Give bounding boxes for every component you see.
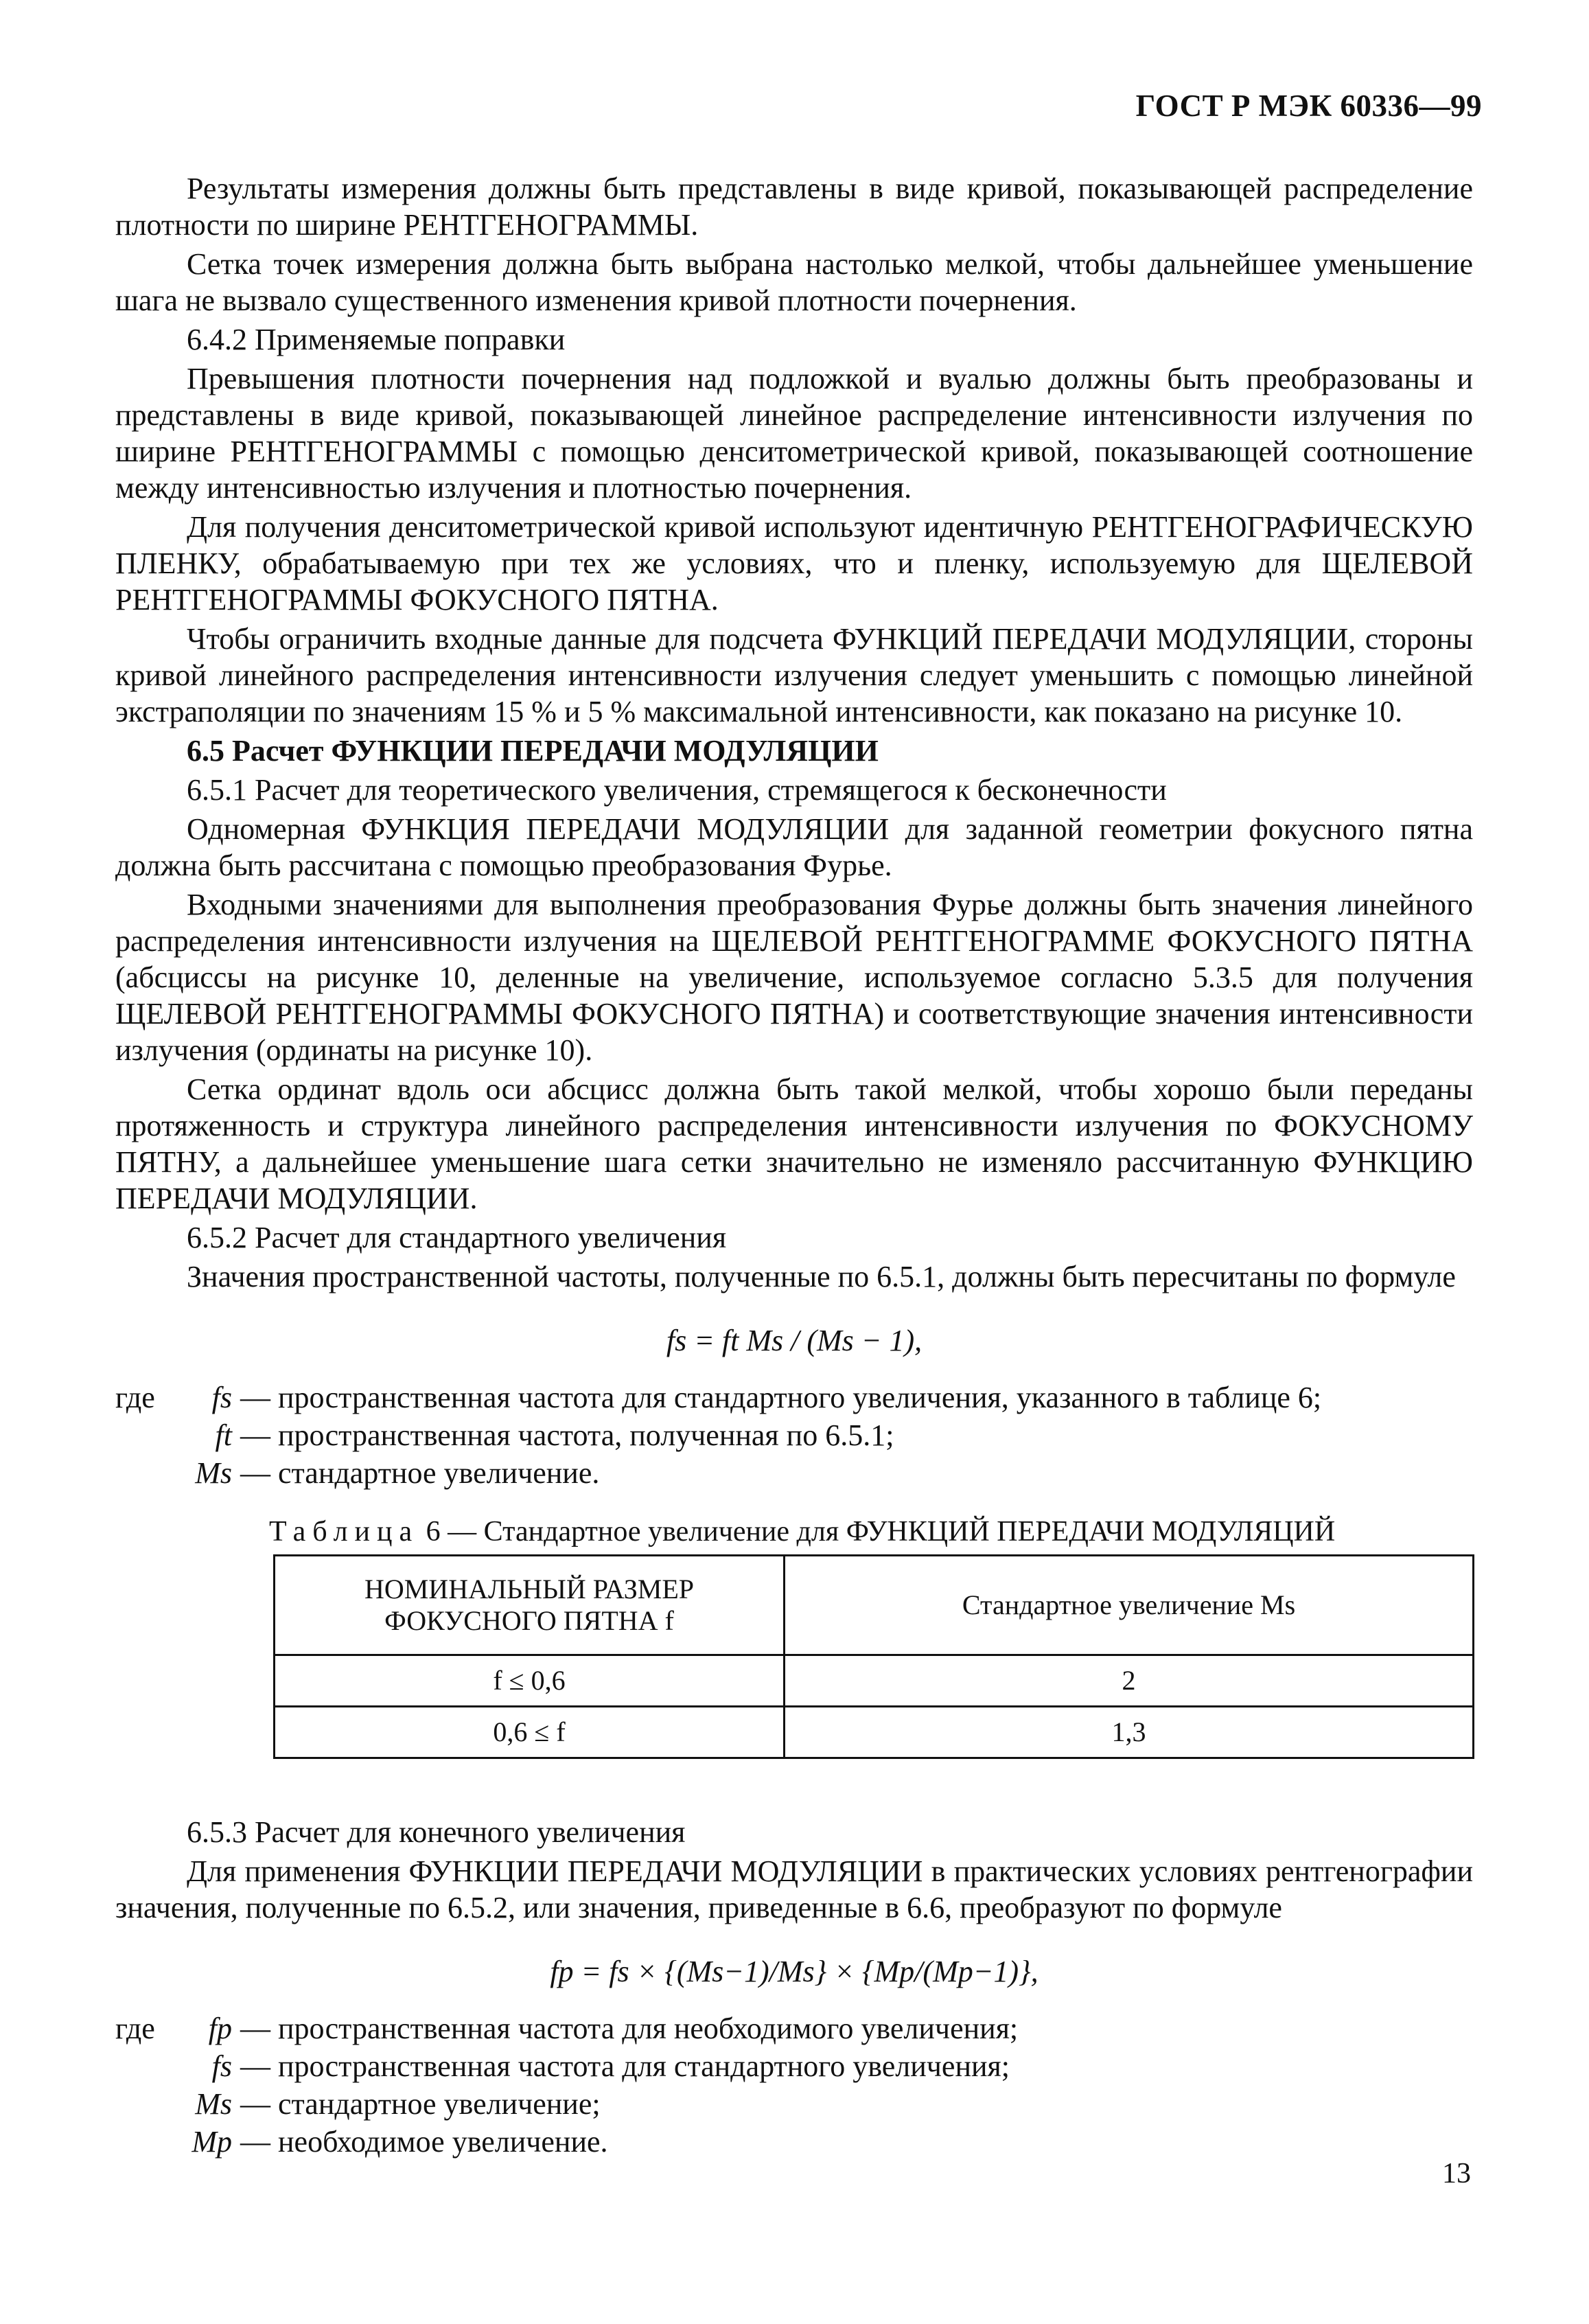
legend-symbol: Ms <box>195 1456 232 1490</box>
standard-code-header: ГОСТ Р МЭК 60336—99 <box>1135 89 1482 123</box>
paragraph: Превышения плотности почернения над подложкой и вуалью должны быть преобразованы и представлены в виде кривой, показывающей линейное распределение интенсивности излучения по ширине РЕНТГЕНОГРАММЫ с помощью денситометрической кривой, показывающей соотношение между интенсивностью излучения и плотностью почернения. <box>115 362 1473 505</box>
legend-symbol: Mp <box>192 2125 232 2159</box>
table-title-text: 6 — Стандартное увеличение для ФУНКЦИЙ ПЕРЕДАЧИ МОДУЛЯЦИЙ <box>426 1516 1336 1548</box>
legend-symbol: ft <box>215 1418 232 1452</box>
table-title <box>269 1515 1367 1549</box>
legend-row <box>115 2010 1473 2047</box>
legend-row <box>115 2048 1473 2084</box>
paragraph: Одномерная ФУНКЦИЯ ПЕРЕДАЧИ МОДУЛЯЦИИ для заданной геометрии фокусного пятна должна быть рассчитана с помощью преобразования Фурье. <box>115 812 1473 882</box>
paragraph: Входными значениями для выполнения преобразования Фурье должны быть значения линейного распределения интенсивности излучения на ЩЕЛЕВОЙ РЕНТГЕНОГРАММЕ ФОКУСНОГО ПЯТНА (абсциссы на рисунке 10, деленные на увеличение, используемое согласно 5.3.5 для получения ЩЕЛЕВОЙ РЕНТГЕНОГРАММЫ ФОКУСНОГО ПЯТНА) и соответствующие значения интенсивности излучения (ординаты на рисунке 10). <box>115 888 1473 1067</box>
paragraph: Сетка ординат вдоль оси абсцисс должна быть такой мелкой, чтобы хорошо были переданы протяженность и структура линейного распределения интенсивности излучения по ФОКУСНОМУ ПЯТНУ, а дальнейшее уменьшение шага сетки значительно не изменяло рассчитанную ФУНКЦИЮ ПЕРЕДАЧИ МОДУЛЯЦИИ. <box>115 1072 1473 1215</box>
legend-symbol: fp <box>208 2012 232 2045</box>
legend-text: — пространственная частота для стандартного увеличения; <box>240 2049 1010 2083</box>
formula-standard-magnification: fs = ft Ms / (Ms − 1), <box>666 1324 923 1357</box>
legend-lead: где <box>115 1381 155 1414</box>
section-heading: 6.5 Расчет ФУНКЦИИ ПЕРЕДАЧИ МОДУЛЯЦИИ <box>187 734 879 768</box>
table-row <box>275 1655 1474 1707</box>
paragraph: Значения пространственной частоты, полученные по 6.5.1, должны быть пересчитаны по формуле <box>187 1260 1456 1293</box>
table-header-cell: НОМИНАЛЬНЫЙ РАЗМЕР ФОКУСНОГО ПЯТНА f <box>275 1556 785 1655</box>
legend-text: — пространственная частота для необходимого увеличения; <box>240 2012 1019 2045</box>
legend-symbol: fs <box>211 2049 232 2083</box>
legend-text: — пространственная частота для стандартного увеличения, указанного в таблице 6; <box>240 1381 1322 1414</box>
paragraph: Чтобы ограничить входные данные для подсчета ФУНКЦИЙ ПЕРЕДАЧИ МОДУЛЯЦИИ, стороны кривой линейного распределения интенсивности излучения следует уменьшить с помощью линейной экстраполяции по значениям 15 % и 5 % максимальной интенсивности, как показано на рисунке 10. <box>115 622 1473 728</box>
page-number: 13 <box>1442 2158 1471 2189</box>
legend-row <box>115 2086 1473 2122</box>
table-header-cell: Стандартное увеличение Ms <box>785 1556 1474 1655</box>
subsection-heading: 6.5.2 Расчет для стандартного увеличения <box>187 1221 727 1254</box>
paragraph: Сетка точек измерения должна быть выбрана настолько мелкой, чтобы дальнейшее уменьшение шага не вызвало существенного изменения кривой плотности почернения. <box>115 247 1473 317</box>
paragraph: Для применения ФУНКЦИИ ПЕРЕДАЧИ МОДУЛЯЦИИ в практических условиях рентгенографии значения, полученные по 6.5.2, или значения, приведенные в 6.6, преобразуют по формуле <box>115 1854 1473 1924</box>
legend-symbol: fs <box>211 1381 232 1414</box>
formula-legend <box>115 2010 1473 2160</box>
formula-legend <box>115 1379 1473 1491</box>
magnification-table <box>273 1554 1474 1759</box>
legend-row <box>115 1455 1473 1491</box>
table-cell: 1,3 <box>785 1707 1474 1758</box>
table-cell: 0,6 ≤ f <box>275 1707 785 1758</box>
table-title-prefix: Таблица <box>269 1516 419 1548</box>
table-row <box>275 1707 1474 1758</box>
formula-final-magnification: fp = fs × {(Ms−1)/Ms} × {Mp/(Mp−1)}, <box>550 1955 1039 1988</box>
legend-text: — стандартное увеличение. <box>240 1456 600 1490</box>
legend-text: — необходимое увеличение. <box>240 2125 608 2159</box>
legend-row <box>115 1417 1473 1453</box>
subsection-heading: 6.4.2 Применяемые поправки <box>187 323 566 356</box>
paragraph: Для получения денситометрической кривой используют идентичную РЕНТГЕНОГРАФИЧЕСКУЮ ПЛЕНКУ, обрабатываемую при тех же условиях, что и пленку, используемую для ЩЕЛЕВОЙ РЕНТГЕНОГРАММЫ ФОКУСНОГО ПЯТНА. <box>115 510 1473 617</box>
legend-row <box>115 1379 1473 1416</box>
table-cell: f ≤ 0,6 <box>275 1655 785 1707</box>
legend-symbol: Ms <box>195 2087 232 2121</box>
legend-text: — стандартное увеличение; <box>240 2087 601 2121</box>
document-body <box>115 170 1473 2161</box>
subsection-heading: 6.5.3 Расчет для конечного увеличения <box>187 1815 686 1849</box>
legend-text: — пространственная частота, полученная по 6.5.1; <box>240 1418 894 1452</box>
table-cell: 2 <box>785 1655 1474 1707</box>
paragraph: Результаты измерения должны быть представлены в виде кривой, показывающей распределение плотности по ширине РЕНТГЕНОГРАММЫ. <box>115 172 1473 242</box>
legend-row <box>115 2124 1473 2160</box>
subsection-heading: 6.5.1 Расчет для теоретического увеличения, стремящегося к бесконечности <box>187 773 1167 807</box>
legend-lead: где <box>115 2012 155 2045</box>
